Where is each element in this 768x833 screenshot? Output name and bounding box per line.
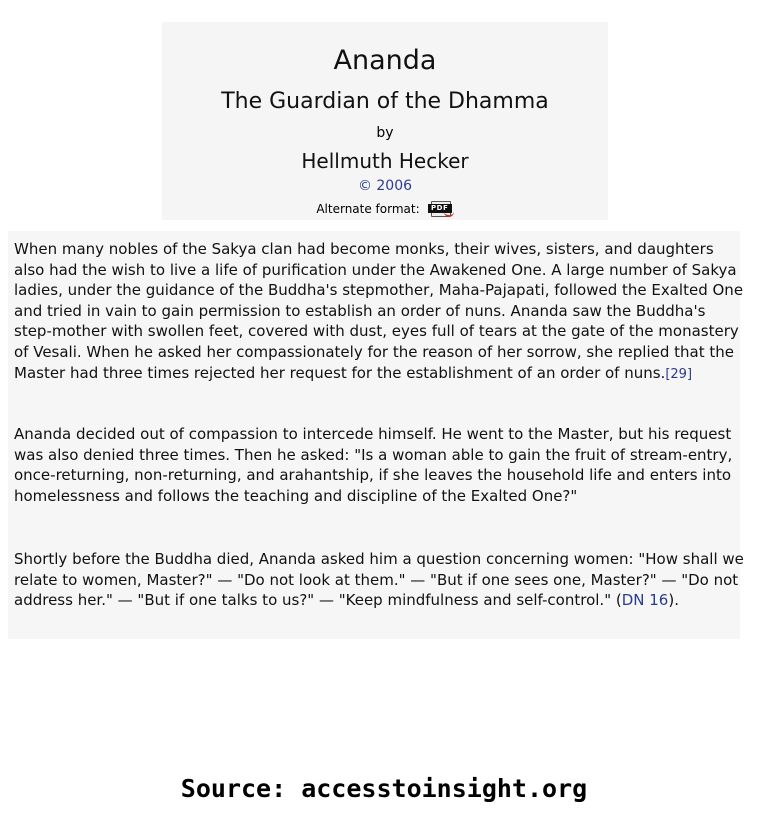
paragraph-3-text-after: ). [668,591,679,610]
byline-label: by [376,125,394,141]
pdf-icon-swirl [444,207,454,217]
page-subtitle: The Guardian of the Dhamma [221,89,549,114]
pdf-icon-label: PDF [428,204,452,213]
author-name: Hellmuth Hecker [301,149,469,173]
alternate-format-label: Alternate format: [316,202,420,216]
paragraph-3 [8,549,750,611]
alternate-format-row [162,200,608,218]
paragraph-1 [8,239,750,385]
copyright-link[interactable]: © 2006 [357,178,413,194]
paragraph-2: Ananda decided out of compassion to intercede himself. He went to the Master, but his request was also denied three times. Then he asked: "Is a woman able to gain the fruit of stream-entry, once-returning, non-returning, and arahantship, if she leaves the household life and enters into homelessness and follows the teaching and discipline of the Exalted One?" [14,425,733,505]
source-caption: Source: accesstoinsight.org [180,774,588,803]
pdf-icon[interactable] [428,201,454,217]
footnote-link-29[interactable]: [29] [665,366,693,382]
article-body [8,231,744,639]
dn16-link[interactable]: DN 16 [621,591,669,610]
page-title: Ananda [333,45,437,76]
paragraph-1-text: When many nobles of the Sakya clan had become monks, their wives, sisters, and daughters also had the wish to live a life of purification under the Awakened One. A large number of Sakya ladies, under the guidance of the Buddha's stepmother, Maha-Pajapati, followed the Exalted One and tried in vain to gain permission to establish an order of nuns. Ananda saw the Buddha's step-mother with swollen feet, covered with dust, eyes full of tears at the gate of the monastery of Vesali. When he asked her compassionately for the reason of her sorrow, she replied that the Master had three times rejected her request for the establishment of an order of nuns. [14,240,744,382]
title-block [162,22,608,220]
paragraph-3-text-before: Shortly before the Buddha died, Ananda asked him a question concerning women: "How shall we relate to women, Master?" — "Do not look at them." — "But if one sees one, Master?" — "Do not address her." — "But if one talks to us?" — "Keep mindfulness and self-control." ( [14,550,744,610]
